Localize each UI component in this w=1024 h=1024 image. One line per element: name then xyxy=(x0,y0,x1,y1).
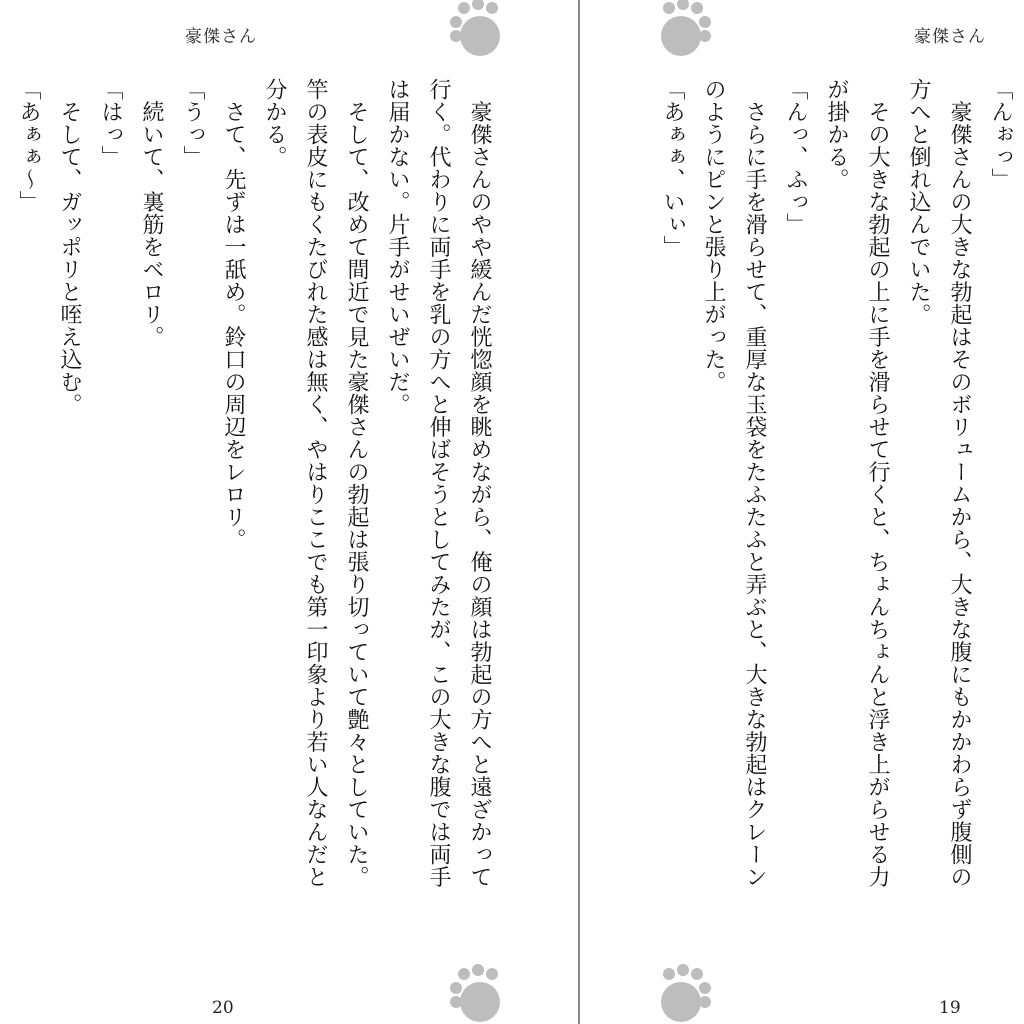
text-line: のようにピンと張り上がった。 xyxy=(701,78,726,393)
text-line: 行く。代わりに両手を乳の方へと伸ばそうとしてみたが、この大きな腹では両手 xyxy=(426,78,451,888)
text-line: 竿の表皮にもくたびれた感は無く、やはりここでも第一印象より若い人なんだと xyxy=(303,78,328,888)
text-line: は届かない。片手がせいぜいだ。 xyxy=(385,78,410,416)
text-line: 豪傑さんのやや緩んだ恍惚顔を眺めながら、俺の顔は勃起の方へと遠ざかって xyxy=(467,78,492,888)
gutter-divider xyxy=(578,0,580,1024)
right-page-number: 19 xyxy=(939,998,961,1018)
paw-print-icon xyxy=(659,2,715,58)
left-body-text xyxy=(0,78,500,958)
text-line: 「あぁぁ〜」 xyxy=(16,78,41,213)
text-line: 「あぁぁ、いぃ」 xyxy=(660,78,685,258)
text-line: 「うっ」 xyxy=(180,78,205,168)
text-line: 「はっ」 xyxy=(98,78,123,168)
left-page-number: 20 xyxy=(212,998,234,1018)
text-line: 分かる。 xyxy=(262,78,287,168)
text-line: 続いて、裏筋をベロリ。 xyxy=(139,78,164,348)
text-line: そして、改めて間近で見た豪傑さんの勃起は張り切っていて艶々としていた。 xyxy=(344,78,369,888)
text-line: そして、ガッポリと咥え込む。 xyxy=(57,78,82,416)
text-line: 「んっ、ふっ」 xyxy=(783,78,808,236)
right-body-text xyxy=(641,78,1021,958)
paw-print-icon xyxy=(446,2,502,58)
paw-print-icon xyxy=(659,968,715,1024)
right-page[interactable] xyxy=(581,0,1024,1024)
text-line: が掛かる。 xyxy=(824,78,849,191)
right-running-head: 豪傑さん xyxy=(914,27,986,47)
text-line: その大きな勃起の上に手を滑らせて行くと、ちょんちょんと浮き上がらせる力 xyxy=(865,78,890,888)
text-line: 「んぉっ」 xyxy=(988,78,1013,191)
left-running-head: 豪傑さん xyxy=(185,27,257,47)
paw-print-icon xyxy=(446,968,502,1024)
text-line: さて、先ずは一舐め。鈴口の周辺をレロリ。 xyxy=(221,78,246,551)
text-line: 豪傑さんの大きな勃起はそのボリュームから、大きな腹にもかかわらず腹側の xyxy=(947,78,972,888)
text-line: 方へと倒れ込んでいた。 xyxy=(906,78,931,326)
text-line: さらに手を滑らせて、重厚な玉袋をたふたふと弄ぶと、大きな勃起はクレーン xyxy=(742,78,767,888)
